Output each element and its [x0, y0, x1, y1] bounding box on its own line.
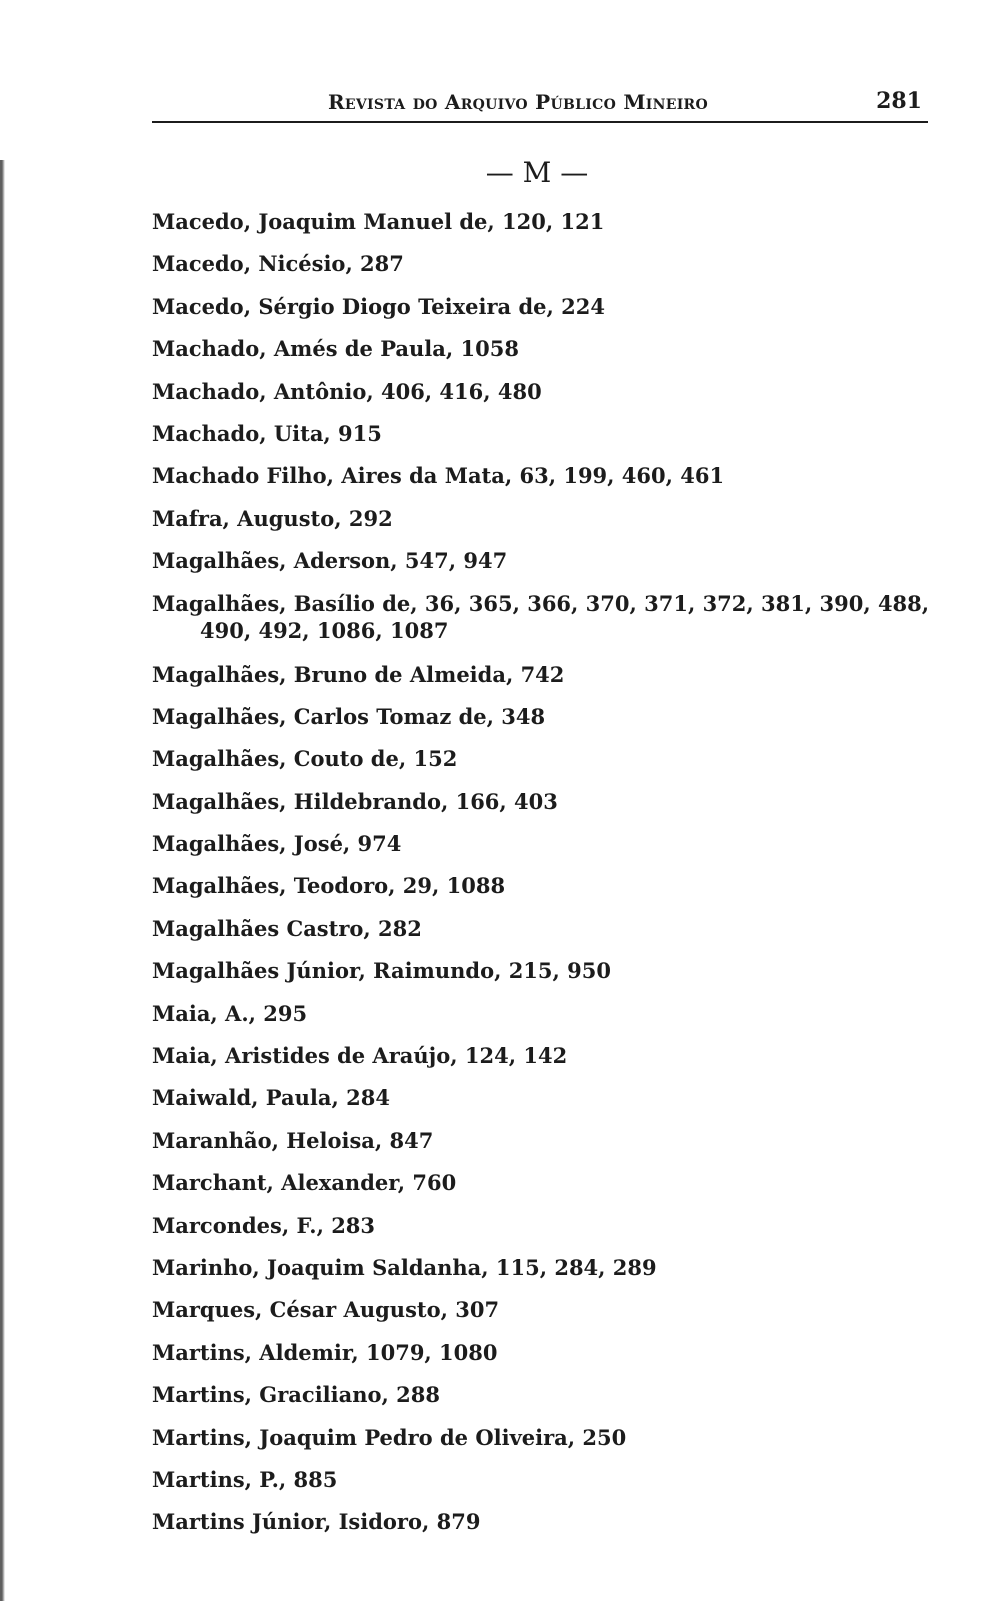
index-entry: Machado, Antônio, 406, 416, 480	[152, 378, 542, 404]
index-entry: Macedo, Nicésio, 287	[152, 251, 404, 277]
page-number: 281	[876, 88, 922, 114]
index-entry: Marques, César Augusto, 307	[152, 1297, 500, 1323]
index-entry: Martins Júnior, Isidoro, 879	[152, 1509, 481, 1535]
index-entry: Magalhães, Couto de, 152	[152, 746, 458, 772]
index-entry: Machado Filho, Aires da Mata, 63, 199, 460, 461	[152, 463, 725, 489]
index-entry: Macedo, Sérgio Diogo Teixeira de, 224	[152, 293, 605, 319]
index-entry: Magalhães, Teodoro, 29, 1088	[152, 873, 506, 899]
index-entry: Magalhães, José, 974	[152, 831, 402, 857]
running-header	[152, 80, 928, 118]
index-entry: Magalhães, Hildebrando, 166, 403	[152, 788, 558, 814]
index-entry: Marcondes, F., 283	[152, 1212, 376, 1238]
index-entry: Martins, P., 885	[152, 1466, 338, 1492]
index-entry: Maranhão, Heloisa, 847	[152, 1127, 434, 1153]
index-entry-list	[152, 208, 942, 1551]
index-entry: Magalhães Castro, 282	[152, 915, 422, 941]
index-entry: Magalhães, Bruno de Almeida, 742	[152, 661, 565, 687]
index-entry: Mafra, Augusto, 292	[152, 505, 393, 531]
index-entry: Magalhães, Basílio de, 36, 365, 366, 370, 371, 372, 381, 390, 488, 490, 492, 1086, 1087	[152, 590, 930, 643]
index-entry: Marinho, Joaquim Saldanha, 115, 284, 289	[152, 1254, 657, 1280]
index-entry: Macedo, Joaquim Manuel de, 120, 121	[152, 209, 605, 234]
index-entry: Marchant, Alexander, 760	[152, 1170, 457, 1196]
index-entry: Magalhães Júnior, Raimundo, 215, 950	[152, 958, 611, 984]
index-entry: Martins, Graciliano, 288	[152, 1382, 440, 1408]
journal-title: Revista do Arquivo Público Mineiro	[328, 90, 708, 114]
index-entry: Martins, Joaquim Pedro de Oliveira, 250	[152, 1424, 627, 1450]
index-entry: Maia, A., 295	[152, 1000, 308, 1026]
index-entry: Magalhães, Carlos Tomaz de, 348	[152, 703, 546, 729]
header-rule	[152, 121, 928, 123]
index-entry: Machado, Amés de Paula, 1058	[152, 336, 519, 362]
page-binding-edge	[0, 160, 7, 1601]
section-letter: — M —	[485, 156, 589, 189]
index-entry: Machado, Uita, 915	[152, 420, 382, 446]
index-entry: Magalhães, Aderson, 547, 947	[152, 548, 508, 574]
index-entry: Maiwald, Paula, 284	[152, 1085, 390, 1111]
index-entry: Maia, Aristides de Araújo, 124, 142	[152, 1043, 568, 1069]
index-entry: Martins, Aldemir, 1079, 1080	[152, 1339, 498, 1365]
